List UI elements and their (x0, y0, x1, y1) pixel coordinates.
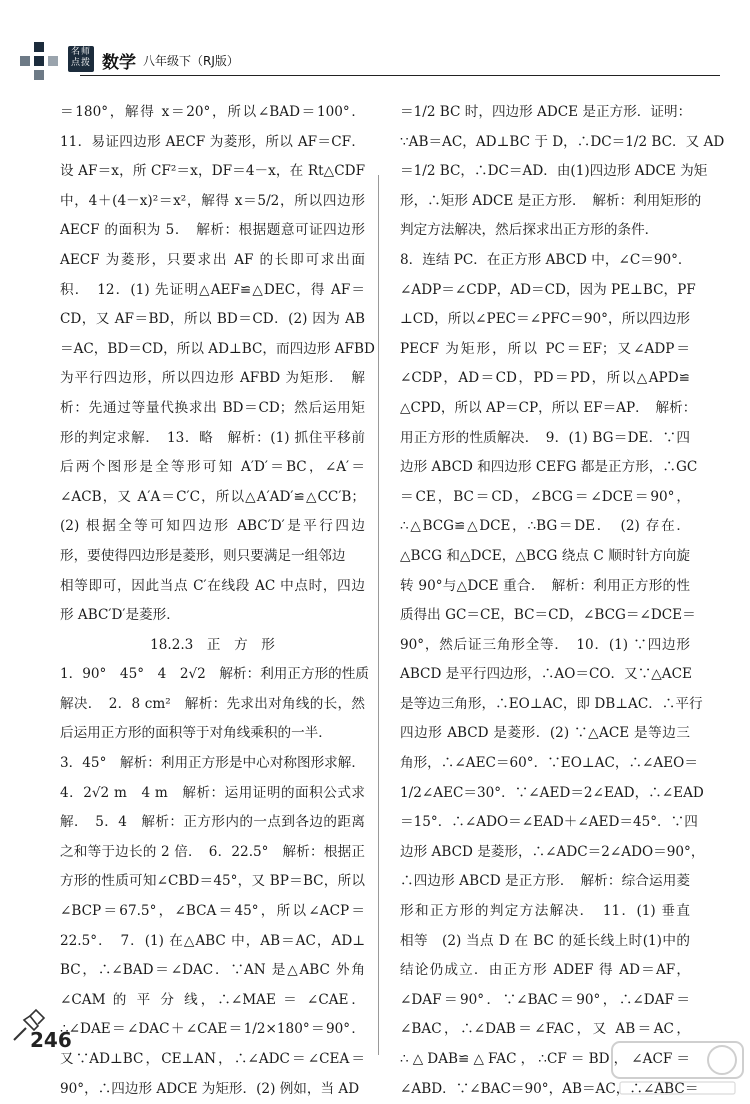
right-text-line: 转 90°与△DCE 重合． 解析：利用正方形的性 (400, 577, 690, 594)
left-text-line: ∠CAM 的 平 分 线，∴∠MAE ＝ ∠CAE． (60, 991, 365, 1008)
left-text-line: ∴∠DAE＝∠DAC＋∠CAE＝1/2×180°＝90°． (60, 1021, 365, 1038)
page-header (20, 40, 720, 90)
left-text-line: 析：先通过等量代换求出 BD＝CD；然后运用矩 (60, 399, 365, 416)
left-text-line: 中，4＋(4－x)²＝x²，解得 x＝5/2，所以四边形 (60, 192, 365, 209)
left-text-line: 解决． 2．8 cm² 解析：先求出对角线的长，然 (60, 695, 365, 712)
right-text-line: ∵AB＝AC，AD⊥BC 于 D，∴DC＝1/2 BC．又 AD (400, 133, 725, 150)
right-text-line: ABCD 是平行四边形，∴AO＝CO．又∵△ACE (400, 666, 692, 683)
left-text-line: ∠BCP＝67.5°，∠BCA＝45°，所以∠ACP＝ (60, 903, 365, 920)
left-text-line: 解． 5．4 解析：正方形内的一点到各边的距离 (60, 814, 365, 831)
watermark-logo-icon (610, 1040, 745, 1098)
right-text-line: 8．连结 PC．在正方形 ABCD 中，∠C＝90°． (400, 251, 692, 268)
right-text-line: ∠ABD．∵∠BAC＝90°，AB＝AC，∴∠ABC＝ (400, 1080, 699, 1097)
right-text-line: ∠BAC，∴∠DAB＝∠FAC，又 AB＝AC， (400, 1021, 690, 1038)
left-text-line: 设 AF＝x，所 CF²＝x，DF＝4－x，在 Rt△CDF (60, 163, 365, 180)
left-text-line: 相等即可，因此当点 C′在线段 AC 中点时，四边 (60, 577, 365, 594)
left-text-line: 4．2√2 m 4 m 解析：运用证明的面积公式求 (60, 784, 365, 801)
page-number: 246 (30, 1028, 72, 1052)
header-rule (80, 75, 720, 76)
right-text-line: 边形 ABCD 是菱形，∴∠ADC＝2∠ADO＝90°， (400, 843, 705, 860)
left-text-line: 22.5°． 7．(1) 在△ABC 中，AB＝AC，AD⊥ (60, 932, 365, 949)
right-text-line: 角形，∴∠AEC＝60°．∵EO⊥AC，∴∠AEO＝ (400, 755, 698, 772)
right-text-line: ＝15°．∴∠ADO＝∠EAD＋∠AED＝45°．∵四 (400, 814, 698, 831)
left-text-line: 18.2.3 正 方 形 (150, 636, 275, 653)
right-text-line: ∴四边形 ABCD 是正方形． 解析：综合运用菱 (400, 873, 690, 890)
left-text-line: 积． 12．(1) 先证明△AEF≌△DEC，得 AF＝ (60, 281, 365, 298)
right-text-line: ∠DAF＝90°．∵∠BAC＝90°，∴∠DAF＝ (400, 991, 690, 1008)
right-text-line: ∴△DAB≌△FAC，∴CF＝BD，∠ACF＝ (400, 1051, 690, 1067)
left-text-line: 后两个图形是全等形可知 A′D′＝BC，∠A′＝ (60, 459, 365, 476)
left-text-line: BC，∴∠BAD＝∠DAC．∵AN 是△ABC 外角 (60, 962, 365, 979)
left-text-line: (2) 根据全等可知四边形 ABC′D′是平行四边 (60, 518, 365, 535)
right-text-line: 形和正方形的判定方法解决． 11．(1) 垂直 (400, 903, 690, 920)
series-badge: 名师 点拨 (68, 46, 94, 72)
right-text-line: 边形 ABCD 和四边形 CEFG 都是正方形，∴GC (400, 459, 698, 476)
right-text-line: 1/2∠AEC＝30°．∵∠AED＝2∠EAD，∴∠EAD (400, 784, 704, 801)
left-text-line: 3．45° 解析：利用正方形是中心对称图形求解． (60, 755, 365, 772)
left-text-line: ∠ACB，又 A′A＝C′C，所以△A′AD′≌△CC′B； (60, 488, 365, 505)
left-text-line: ＝180°，解得 x＝20°，所以∠BAD＝100°． (60, 104, 365, 120)
right-text-line: 四边形 ABCD 是菱形．(2) ∵△ACE 是等边三 (400, 725, 690, 742)
left-text-line: 形的判定求解． 13．略 解析：(1) 抓住平移前 (60, 429, 365, 446)
right-text-line: 结论仍成立．由正方形 ADEF 得 AD＝AF， (400, 962, 690, 979)
right-text-line: 形，∴矩形 ADCE 是正方形． 解析：利用矩形的 (400, 192, 702, 209)
left-text-line: 11．易证四边形 AECF 为菱形，所以 AF＝CF． (60, 133, 365, 150)
grade-label: 八年级下（RJ版） (143, 54, 239, 68)
right-text-line: ∠CDP，AD＝CD，PD＝PD，所以△APD≌ (400, 370, 690, 387)
left-text-line: 之和等于边长的 2 倍． 6．22.5° 解析：根据正 (60, 843, 365, 860)
right-column (400, 98, 725, 1104)
right-text-line: 判定方法解决，然后探求出正方形的条件． (400, 222, 659, 239)
left-text-line: 后运用正方形的面积等于对角线乘积的一半． (60, 725, 332, 742)
right-text-line: ＝1/2 BC，∴DC＝AD．由(1)四边形 ADCE 为矩 (400, 163, 708, 180)
right-text-line: △CPD，所以 AP＝CP，所以 EF＝AP． 解析： (400, 399, 697, 416)
left-text-line: 方形的性质可知∠CBD＝45°，又 BP＝BC，所以 (60, 873, 365, 890)
right-text-line: 是等边三角形，∴EO⊥AC，即 DB⊥AC．∴平行 (400, 695, 703, 712)
subject-title: 数学 (102, 53, 136, 73)
left-text-line: 形 ABC′D′是菱形． (60, 607, 180, 624)
column-divider (378, 175, 379, 1055)
right-text-line: 90°，然后证三角形全等． 10．(1) ∵四边形 (400, 636, 690, 653)
left-text-line: ＝AC，BD＝CD，所以 AD⊥BC，而四边形 AFBD (60, 340, 375, 357)
left-text-line: 为平行四边形，所以四边形 AFBD 为矩形． 解 (60, 370, 365, 387)
right-text-line: ＝CE，BC＝CD，∠BCG＝∠DCE＝90°， (400, 488, 690, 505)
left-text-line: AECF 为菱形，只要求出 AF 的长即可求出面 (60, 251, 365, 268)
right-text-line: △BCG 和△DCE，△BCG 绕点 C 顺时针方向旋 (400, 547, 690, 564)
left-text-line: AECF 的面积为 5． 解析：根据题意可证四边形 (60, 222, 365, 239)
left-column (60, 98, 375, 1104)
right-text-line: ∠ADP＝∠CDP，AD＝CD，因为 PE⊥BC，PF (400, 281, 696, 298)
left-text-line: CD，又 AF＝BD，所以 BD＝CD．(2) 因为 AB (60, 311, 365, 328)
right-text-line: ∴△BCG≌△DCE，∴BG＝DE． (2) 存在． (400, 518, 690, 535)
right-text-line: 质得出 GC＝CE，BC＝CD，∠BCG＝∠DCE＝ (400, 607, 696, 624)
right-text-line: ＝1/2 BC 时，四边形 ADCE 是正方形．证明： (400, 104, 692, 120)
right-text-line: 相等 (2) 当点 D 在 BC 的延长线上时(1)中的 (400, 932, 690, 949)
left-text-line: 1．90° 45° 4 2√2 解析：利用正方形的性质 (60, 666, 369, 683)
right-text-line: ⊥CD，所以∠PEC＝∠PFC＝90°，所以四边形 (400, 311, 690, 328)
left-text-line: 形，要使得四边形是菱形，则只要满足一组邻边 (60, 547, 346, 564)
left-text-line: 90°，∴四边形 ADCE 为矩形．(2) 例如，当 AD (60, 1080, 360, 1097)
header-squares-decoration (20, 42, 66, 88)
left-text-line: 又∵AD⊥BC，CE⊥AN，∴∠ADC＝∠CEA＝ (60, 1051, 365, 1067)
right-text-line: 用正方形的性质解决． 9．(1) BG＝DE．∵四 (400, 429, 690, 446)
right-text-line: PECF 为矩形，所以 PC＝EF；又∠ADP＝ (400, 340, 690, 357)
